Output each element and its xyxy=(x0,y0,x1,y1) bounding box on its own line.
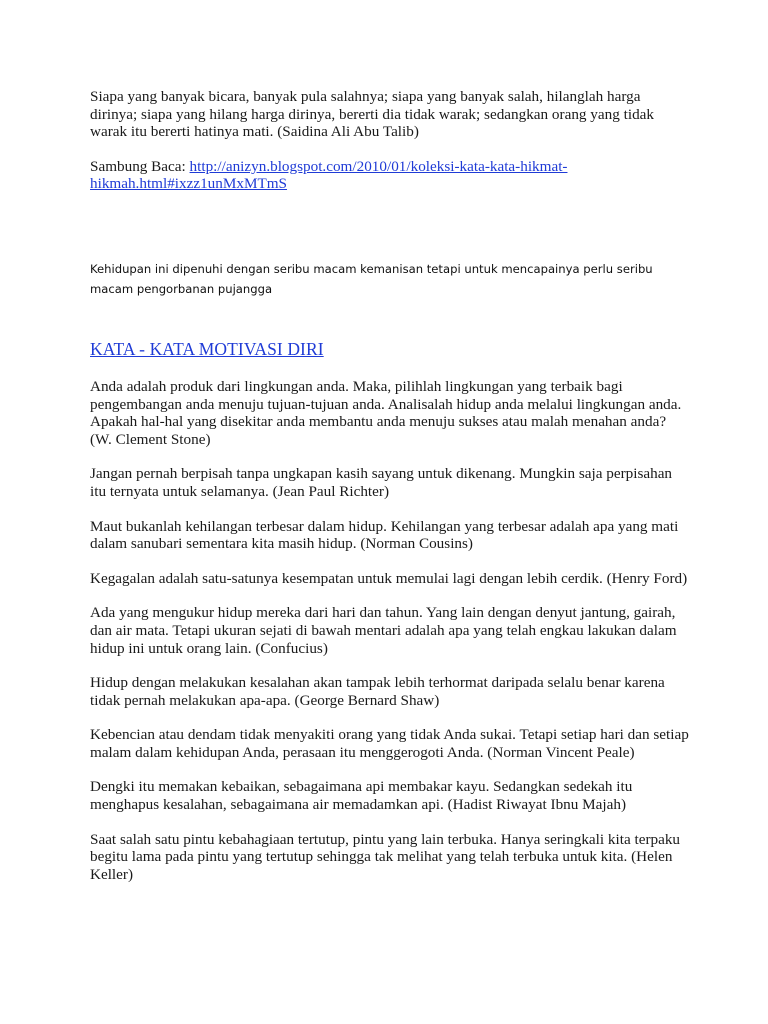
section-heading: KATA - KATA MOTIVASI DIRI xyxy=(90,338,324,359)
quote-item: Jangan pernah berpisah tanpa ungkapan kasih sayang untuk dikenang. Mungkin saja perpisahan itu ternyata untuk selamanya. (Jean Paul Richter) xyxy=(90,465,673,500)
quote-item: Hidup dengan melakukan kesalahan akan tampak lebih terhormat daripada selalu benar karena tidak pernah melakukan apa-apa. (George Bernard Shaw) xyxy=(90,674,665,709)
quote-item: Dengki itu memakan kebaikan, sebagaimana api membakar kayu. Sedangkan sedekah itu menghapus kesalahan, sebagaimana air memadamkan api. (Hadist Riwayat Ibnu Majah) xyxy=(90,778,633,814)
quote-item: Kegagalan adalah satu-satunya kesempatan untuk memulai lagi dengan lebih cerdik. (Henry Ford) xyxy=(90,569,688,587)
quote-item: Saat salah satu pintu kebahagiaan tertutup, pintu yang lain terbuka. Hanya seringkali kita terpaku begitu lama pada pintu yang tertutup sehingga tak melihat yang telah terbuka untuk kita. (Helen Keller) xyxy=(90,830,681,883)
source-label: Sambung Baca: xyxy=(90,157,190,175)
source-link[interactable]: http://anizyn.blogspot.com/2010/01/koleksi-kata-kata-hikmat-hikmah.html#ixzz1unMxMTmS xyxy=(90,157,568,193)
proverb-text: Kehidupan ini dipenuhi dengan seribu macam kemanisan tetapi untuk mencapainya perlu seribu macam pengorbanan pujangga xyxy=(90,261,653,296)
intro-quote: Siapa yang banyak bicara, banyak pula salahnya; siapa yang banyak salah, hilanglah harga dirinya; siapa yang hilang harga dirinya, bererti dia tidak warak; sedangkan orang yang tidak warak itu bererti hatinya mati. (Saidina Ali Abu Talib) xyxy=(90,88,654,141)
quote-item: Anda adalah produk dari lingkungan anda. Maka, pilihlah lingkungan yang terbaik bagi pengembangan anda menuju tujuan-tujuan anda. Analisalah hidup anda melalui lingkungan anda. Apakah hal-hal yang disekitar anda membantu anda menuju sukses atau malah menahan anda? (W. Clement Stone) xyxy=(90,377,682,448)
quote-item: Kebencian atau dendam tidak menyakiti orang yang tidak Anda sukai. Tetapi setiap hari dan setiap malam dalam kehidupan Anda, perasaan itu menggerogoti Anda. (Norman Vincent Peale) xyxy=(90,726,689,761)
quote-list xyxy=(90,378,690,883)
quote-item: Ada yang mengukur hidup mereka dari hari dan tahun. Yang lain dengan denyut jantung, gairah, dan air mata. Tetapi ukuran sejati di bawah mentari adalah apa yang telah engkau lakukan dalam hidup ini untuk orang lain. (Confucius) xyxy=(90,604,677,657)
source-line xyxy=(90,158,690,193)
document-page xyxy=(90,88,690,900)
quote-item: Maut bukanlah kehilangan terbesar dalam hidup. Kehilangan yang terbesar adalah apa yang mati dalam sanubari sementara kita masih hidup. (Norman Cousins) xyxy=(90,517,679,553)
